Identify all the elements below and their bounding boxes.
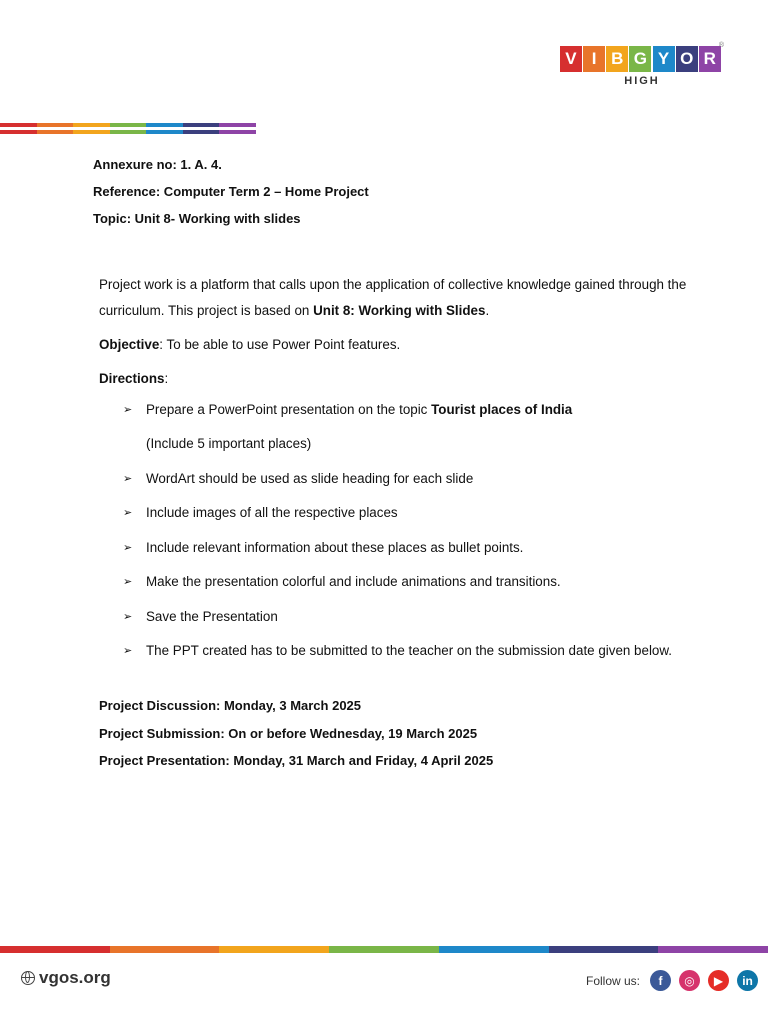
stripe-segment (549, 946, 659, 953)
list-item (99, 535, 719, 561)
stripe-segment (0, 946, 110, 953)
stripe-segment (110, 130, 147, 134)
vibgyor-logo (560, 42, 724, 87)
logo-letters (560, 46, 722, 72)
stripe-segment (219, 946, 329, 953)
arrow-bullet-icon: ➢ (123, 576, 133, 588)
stripe-row (0, 130, 256, 134)
logo-subtitle: HIGH (624, 75, 660, 87)
intro-unit: Unit 8: Working with Slides (313, 303, 486, 318)
logo-letter: Y (653, 46, 675, 72)
directions (99, 366, 719, 392)
intro-end: . (485, 303, 490, 318)
bullet-text: Make the presentation colorful and include animations and transitions. (146, 574, 561, 589)
intro-paragraph (99, 272, 719, 324)
stripe-segment (0, 130, 37, 134)
arrow-bullet-icon: ➢ (123, 404, 133, 416)
objective-label: Objective (99, 337, 160, 352)
stripe-segment (110, 946, 220, 953)
bullet-bold-topic: Tourist places of India (431, 402, 573, 417)
directions-list (99, 397, 719, 664)
discussion-date: Project Discussion: Monday, 3 March 2025 (99, 698, 362, 713)
logo-letter: B (606, 46, 628, 72)
website-text: vgos.org (39, 968, 111, 987)
presentation-date: Project Presentation: Monday, 31 March and Friday, 4 April 2025 (99, 753, 494, 768)
trademark-mark: ® (718, 42, 724, 49)
stripe-segment (37, 130, 74, 134)
stripe-segment (37, 123, 74, 127)
list-item (99, 466, 719, 492)
stripe-segment (110, 123, 147, 127)
globe-icon (21, 971, 35, 985)
youtube-icon[interactable]: ▶ (708, 970, 729, 991)
follow-label: Follow us: (586, 973, 641, 988)
list-item (99, 638, 719, 664)
annexure-line: Annexure no: 1. A. 4. (93, 157, 222, 172)
arrow-bullet-icon: ➢ (123, 507, 133, 519)
bullet-text: Save the Presentation (146, 608, 278, 624)
stripe-segment (146, 123, 183, 127)
directions-colon: : (164, 371, 169, 386)
bullet-text: Prepare a PowerPoint presentation on the topic (146, 402, 432, 417)
intro-text: Project work is a platform that calls upon the application of collective knowledge gained through the curriculum. This project is based on (99, 277, 687, 318)
linkedin-icon[interactable]: in (737, 970, 758, 991)
bullet-text: The PPT created has to be submitted to the teacher on the submission date given below. (146, 643, 673, 658)
reference-line: Reference: Computer Term 2 – Home Project (93, 184, 369, 199)
bullet-subnote: (Include 5 important places) (146, 436, 312, 451)
document-body (99, 272, 719, 673)
top-color-stripe (0, 123, 256, 134)
logo-letter: R (699, 46, 721, 72)
objective (99, 332, 719, 358)
stripe-segment (219, 123, 256, 127)
list-item (99, 569, 719, 595)
arrow-bullet-icon: ➢ (123, 472, 133, 485)
stripe-segment (219, 130, 256, 134)
stripe-segment (73, 123, 110, 127)
directions-label: Directions (99, 371, 165, 386)
bullet-text: Include images of all the respective places (146, 505, 398, 520)
list-item (99, 397, 719, 457)
stripe-segment (73, 130, 110, 134)
arrow-bullet-icon: ➢ (123, 610, 133, 623)
bottom-color-stripe (0, 946, 768, 953)
stripe-segment (0, 123, 37, 127)
logo-letter: O (676, 46, 698, 72)
objective-text: : To be able to use Power Point features. (159, 337, 401, 352)
project-dates (99, 695, 493, 778)
arrow-bullet-icon: ➢ (123, 541, 133, 554)
follow-us (586, 970, 758, 991)
logo-letter: V (560, 46, 582, 72)
arrow-bullet-icon: ➢ (123, 645, 133, 657)
logo-letter: I (583, 46, 605, 72)
facebook-icon[interactable]: f (650, 970, 671, 991)
stripe-segment (439, 946, 549, 953)
stripe-segment (658, 946, 768, 953)
document-header (93, 156, 369, 237)
submission-date: Project Submission: On or before Wednesday, 19 March 2025 (99, 725, 478, 741)
stripe-row (0, 123, 256, 127)
stripe-segment (329, 946, 439, 953)
bullet-text: Include relevant information about these places as bullet points. (146, 539, 524, 555)
topic-line: Topic: Unit 8- Working with slides (93, 211, 301, 226)
list-item (99, 604, 719, 630)
list-item (99, 500, 719, 526)
logo-letter: G (629, 46, 651, 72)
bullet-text: WordArt should be used as slide heading for each slide (146, 470, 474, 486)
stripe-segment (183, 130, 220, 134)
stripe-segment (183, 123, 220, 127)
instagram-icon[interactable]: ◎ (679, 970, 700, 991)
website-link[interactable] (21, 968, 111, 988)
stripe-segment (146, 130, 183, 134)
